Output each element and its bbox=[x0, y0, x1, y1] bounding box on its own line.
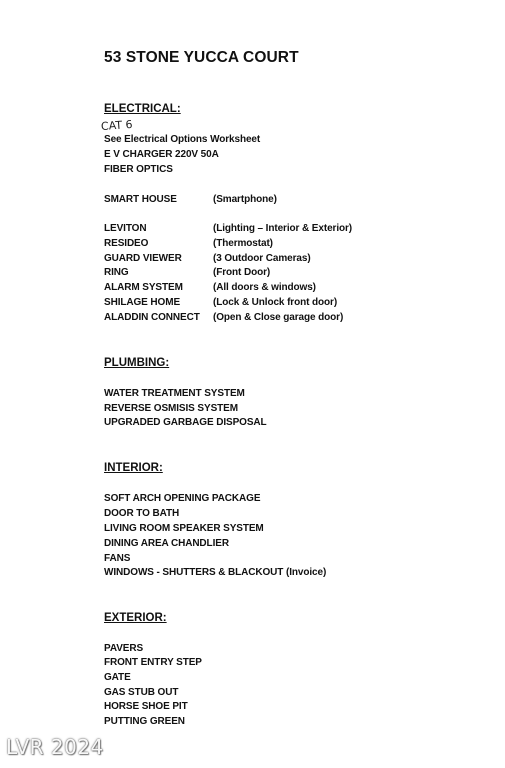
electrical-heading: ELECTRICAL: bbox=[104, 103, 181, 115]
device-name: SHILAGE HOME bbox=[104, 297, 181, 308]
interior-item: WINDOWS - SHUTTERS & BLACKOUT (Invoice) bbox=[104, 567, 327, 578]
interior-item: SOFT ARCH OPENING PACKAGE bbox=[104, 493, 261, 504]
interior-heading: INTERIOR: bbox=[104, 462, 163, 474]
exterior-item: HORSE SHOE PIT bbox=[104, 701, 188, 712]
device-desc: (Front Door) bbox=[213, 267, 271, 278]
device-row bbox=[104, 282, 316, 293]
plumbing-item: REVERSE OSMISIS SYSTEM bbox=[104, 403, 238, 414]
smart-house-label: SMART HOUSE bbox=[104, 194, 177, 205]
interior-item: LIVING ROOM SPEAKER SYSTEM bbox=[104, 523, 264, 534]
exterior-item: GATE bbox=[104, 672, 131, 683]
plumbing-heading: PLUMBING: bbox=[104, 357, 170, 369]
device-desc: (3 Outdoor Cameras) bbox=[213, 253, 311, 264]
interior-item: FANS bbox=[104, 553, 131, 564]
exterior-item: GAS STUB OUT bbox=[104, 687, 179, 698]
device-desc: (Thermostat) bbox=[213, 238, 273, 249]
device-name: ALARM SYSTEM bbox=[104, 282, 183, 293]
handwritten-note: CAT 6 bbox=[100, 117, 133, 134]
device-row bbox=[104, 312, 343, 323]
plumbing-item: WATER TREATMENT SYSTEM bbox=[104, 388, 245, 399]
smart-house-row bbox=[104, 194, 277, 205]
device-row bbox=[104, 253, 311, 264]
device-name: LEVITON bbox=[104, 223, 147, 234]
device-row bbox=[104, 297, 337, 308]
smart-house-value: (Smartphone) bbox=[213, 194, 277, 205]
electrical-line: E V CHARGER 220V 50A bbox=[104, 149, 219, 160]
electrical-line: FIBER OPTICS bbox=[104, 164, 173, 175]
exterior-item: FRONT ENTRY STEP bbox=[104, 657, 202, 668]
watermark: LVR 2024 bbox=[6, 735, 104, 759]
interior-item: DINING AREA CHANDLIER bbox=[104, 538, 229, 549]
device-desc: (All doors & windows) bbox=[213, 282, 316, 293]
device-desc: (Lighting – Interior & Exterior) bbox=[213, 223, 353, 234]
device-name: RING bbox=[104, 267, 129, 278]
device-row bbox=[104, 267, 270, 278]
exterior-item: PUTTING GREEN bbox=[104, 716, 185, 727]
interior-item: DOOR TO BATH bbox=[104, 508, 180, 519]
device-desc: (Open & Close garage door) bbox=[213, 312, 344, 323]
device-name: RESIDEO bbox=[104, 238, 149, 249]
device-name: GUARD VIEWER bbox=[104, 253, 182, 264]
device-row bbox=[104, 238, 273, 249]
electrical-line: See Electrical Options Worksheet bbox=[104, 134, 261, 145]
device-row bbox=[104, 223, 352, 234]
page-title: 53 STONE YUCCA COURT bbox=[104, 49, 299, 66]
device-desc: (Lock & Unlock front door) bbox=[213, 297, 338, 308]
plumbing-item: UPGRADED GARBAGE DISPOSAL bbox=[104, 417, 267, 428]
device-name: ALADDIN CONNECT bbox=[104, 312, 200, 323]
exterior-heading: EXTERIOR: bbox=[104, 612, 167, 624]
exterior-item: PAVERS bbox=[104, 643, 144, 654]
